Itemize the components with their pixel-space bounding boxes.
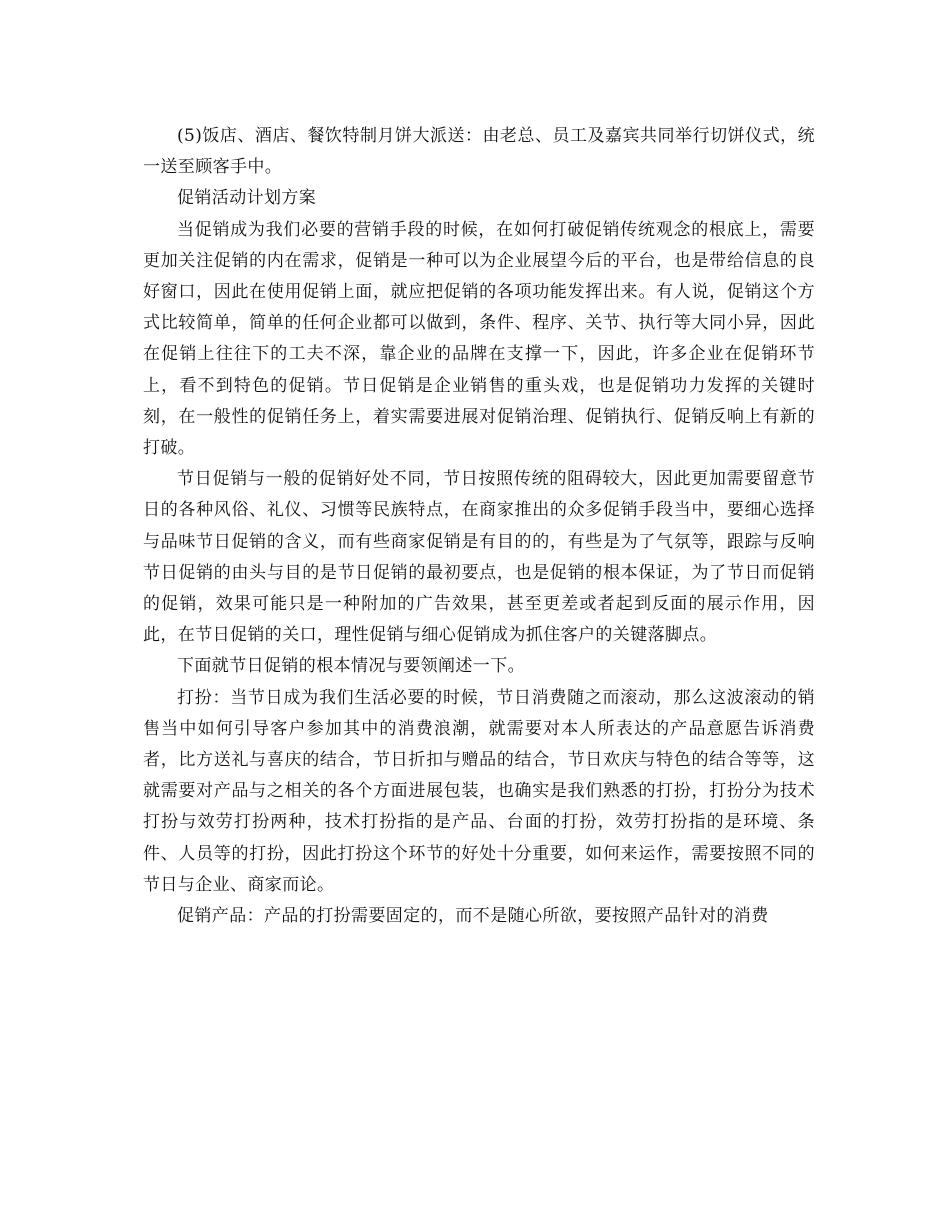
- section-heading-promotion-plan: 促销活动计划方案: [177, 188, 317, 209]
- paragraph-dressing-up: 打扮：当节日成为我们生活必要的时候，节日消费随之而滚动，那么这波滚动的销售当中如何引导客户参加其中的消费浪潮，就需要对本人所表达的产品意愿告诉消费者，比方送礼与喜庆的结合，节日折扣与赠品的结合，节日欢庆与特色的结合等等，这就需要对产品与之相关的各个方面进展包装，也确实是我们熟悉的打扮，打扮分为技术打扮与效劳打扮两种，技术打扮指的是产品、台面的打扮，效劳打扮指的是环境、条件、人员等的打扮，因此打扮这个环节的好处十分重要，如何来运作，需要按照不同的节日与企业、商家而论。: [143, 687, 815, 895]
- paragraph-promotion-intro: 当促销成为我们必要的营销手段的时候，在如何打破促销传统观念的根底上，需要更加关注促销的内在需求，促销是一种可以为企业展望今后的平台，也是带给信息的良好窗口，因此在使用促销上面，就应把促销的各项功能发挥出来。有人说，促销这个方式比较简单，简单的任何企业都可以做到，条件、程序、关节、执行等大同小异，因此在促销上往往下的工夫不深，靠企业的品牌在支撑一下，因此，许多企业在促销环节上，看不到特色的促销。节日促销是企业销售的重头戏，也是促销功力发挥的关键时刻，在一般性的促销任务上，着实需要进展对促销治理、促销执行、促销反响上有新的打破。: [143, 219, 815, 459]
- paragraph-holiday-promotion: 节日促销与一般的促销好处不同，节日按照传统的阻碍较大，因此更加需要留意节日的各种风俗、礼仪、习惯等民族特点，在商家推出的众多促销手段当中，要细心选择与品味节日促销的含义，而有些商家促销是有目的的，有些是为了气氛等，跟踪与反响节日促销的由头与目的是节日促销的最初要点，也是促销的根本保证，为了节日而促销的促销，效果可能只是一种附加的广告效果，甚至更差或者起到反面的展示作用，因此，在节日促销的关口，理性促销与细心促销成为抓住客户的关键落脚点。: [143, 469, 815, 646]
- paragraph-promotion-products: 促销产品：产品的打扮需要固定的，而不是随心所欲，要按照产品针对的消费: [177, 906, 769, 927]
- document-body: [143, 121, 815, 932]
- paragraph-overview: 下面就节日促销的根本情况与要领阐述一下。: [177, 656, 525, 677]
- paragraph-mooncake-distribution: (5)饭店、酒店、餐饮特制月饼大派送：由老总、员工及嘉宾共同举行切饼仪式，统一送至顾客手中。: [143, 126, 815, 178]
